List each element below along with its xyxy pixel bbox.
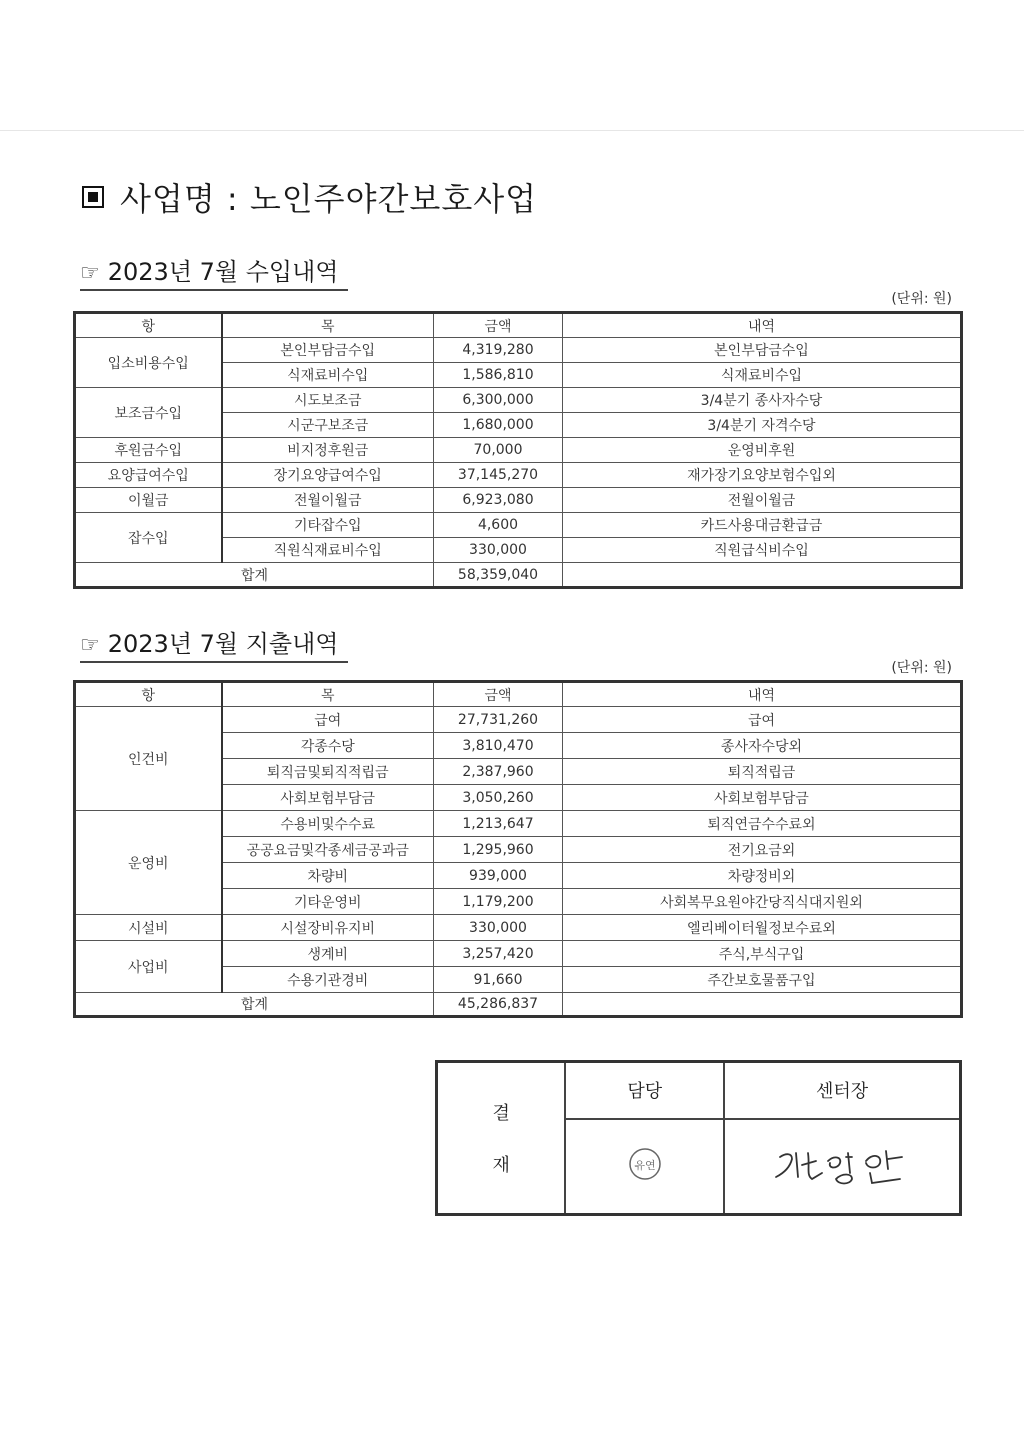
total-amount: 45,286,837 bbox=[434, 993, 563, 1017]
page-title bbox=[82, 174, 537, 220]
table-row bbox=[75, 388, 962, 413]
detail-cell: 3/4분기 종사자수당 bbox=[563, 388, 962, 413]
pointing-hand-icon: ☞ bbox=[80, 633, 100, 658]
approval-col-director: 센터장 bbox=[724, 1062, 960, 1119]
detail-cell: 재가장기요양보험수입외 bbox=[563, 463, 962, 488]
mok-cell: 공공요금및각종세금공과금 bbox=[222, 837, 434, 863]
expense-heading-text: 2023년 7월 지출내역 bbox=[107, 630, 339, 658]
detail-cell: 전기요금외 bbox=[563, 837, 962, 863]
total-detail bbox=[563, 563, 962, 588]
table-row bbox=[75, 915, 962, 941]
stamp-seal-icon bbox=[625, 1144, 665, 1184]
expense-heading bbox=[80, 624, 348, 663]
mok-cell: 기타잡수입 bbox=[222, 513, 434, 538]
amount-cell: 1,213,647 bbox=[434, 811, 563, 837]
detail-cell: 운영비후원 bbox=[563, 438, 962, 463]
amount-cell: 3,257,420 bbox=[434, 941, 563, 967]
income-heading-text: 2023년 7월 수입내역 bbox=[107, 258, 339, 286]
pointing-hand-icon: ☞ bbox=[80, 261, 100, 286]
hang-cell: 보조금수입 bbox=[75, 388, 222, 438]
mok-cell: 차량비 bbox=[222, 863, 434, 889]
header-detail: 내역 bbox=[563, 313, 962, 338]
staff-stamp-cell bbox=[565, 1119, 724, 1215]
detail-cell: 카드사용대금환급금 bbox=[563, 513, 962, 538]
mok-cell: 전월이월금 bbox=[222, 488, 434, 513]
detail-cell: 직원급식비수입 bbox=[563, 538, 962, 563]
detail-cell: 본인부담금수입 bbox=[563, 338, 962, 363]
director-signature bbox=[762, 1139, 922, 1189]
hang-cell: 운영비 bbox=[75, 811, 222, 915]
amount-cell: 6,300,000 bbox=[434, 388, 563, 413]
expense-table bbox=[73, 680, 963, 1018]
detail-cell: 주식,부식구입 bbox=[563, 941, 962, 967]
mok-cell: 비지정후원금 bbox=[222, 438, 434, 463]
approval-label-top: 결 bbox=[492, 1103, 510, 1124]
amount-cell: 330,000 bbox=[434, 538, 563, 563]
detail-cell: 엘리베이터월정보수료외 bbox=[563, 915, 962, 941]
detail-cell: 전월이월금 bbox=[563, 488, 962, 513]
detail-cell: 종사자수당외 bbox=[563, 733, 962, 759]
detail-cell: 사회보험부담금 bbox=[563, 785, 962, 811]
table-row bbox=[75, 707, 962, 733]
stamp-text: 유연 bbox=[634, 1158, 656, 1172]
hang-cell: 잡수입 bbox=[75, 513, 222, 563]
income-heading bbox=[80, 252, 348, 291]
approval-box bbox=[435, 1060, 962, 1216]
detail-cell: 퇴직적립금 bbox=[563, 759, 962, 785]
amount-cell: 1,586,810 bbox=[434, 363, 563, 388]
detail-cell: 급여 bbox=[563, 707, 962, 733]
detail-cell: 사회복무요원야간당직식대지원외 bbox=[563, 889, 962, 915]
square-bullet-icon bbox=[82, 186, 104, 208]
hang-cell: 이월금 bbox=[75, 488, 222, 513]
amount-cell: 2,387,960 bbox=[434, 759, 563, 785]
mok-cell: 시도보조금 bbox=[222, 388, 434, 413]
mok-cell: 생계비 bbox=[222, 941, 434, 967]
total-detail bbox=[563, 993, 962, 1017]
total-row bbox=[75, 563, 962, 588]
table-row bbox=[75, 338, 962, 363]
approval-label bbox=[437, 1062, 566, 1215]
header-hang: 항 bbox=[75, 682, 222, 707]
mok-cell: 시군구보조금 bbox=[222, 413, 434, 438]
total-label: 합계 bbox=[75, 563, 434, 588]
hang-cell: 시설비 bbox=[75, 915, 222, 941]
mok-cell: 식재료비수입 bbox=[222, 363, 434, 388]
detail-cell: 3/4분기 자격수당 bbox=[563, 413, 962, 438]
hang-cell: 요양급여수입 bbox=[75, 463, 222, 488]
table-row bbox=[75, 811, 962, 837]
mok-cell: 직원식재료비수입 bbox=[222, 538, 434, 563]
mok-cell: 각종수당 bbox=[222, 733, 434, 759]
detail-cell: 퇴직연금수수료외 bbox=[563, 811, 962, 837]
amount-cell: 37,145,270 bbox=[434, 463, 563, 488]
amount-cell: 27,731,260 bbox=[434, 707, 563, 733]
income-table bbox=[73, 311, 963, 589]
income-header-row bbox=[75, 313, 962, 338]
approval-label-bottom: 재 bbox=[492, 1155, 510, 1176]
amount-cell: 330,000 bbox=[434, 915, 563, 941]
amount-cell: 4,319,280 bbox=[434, 338, 563, 363]
approval-col-staff: 담당 bbox=[565, 1062, 724, 1119]
table-row bbox=[75, 438, 962, 463]
mok-cell: 수용비및수수료 bbox=[222, 811, 434, 837]
mok-cell: 수용기관경비 bbox=[222, 967, 434, 993]
mok-cell: 장기요양급여수입 bbox=[222, 463, 434, 488]
header-amount: 금액 bbox=[434, 682, 563, 707]
mok-cell: 본인부담금수입 bbox=[222, 338, 434, 363]
mok-cell: 급여 bbox=[222, 707, 434, 733]
header-hang: 항 bbox=[75, 313, 222, 338]
amount-cell: 1,680,000 bbox=[434, 413, 563, 438]
detail-cell: 주간보호물품구입 bbox=[563, 967, 962, 993]
hang-cell: 후원금수입 bbox=[75, 438, 222, 463]
detail-cell: 식재료비수입 bbox=[563, 363, 962, 388]
amount-cell: 1,179,200 bbox=[434, 889, 563, 915]
mok-cell: 기타운영비 bbox=[222, 889, 434, 915]
amount-cell: 3,810,470 bbox=[434, 733, 563, 759]
header-mok: 목 bbox=[222, 313, 434, 338]
hang-cell: 인건비 bbox=[75, 707, 222, 811]
amount-cell: 70,000 bbox=[434, 438, 563, 463]
amount-cell: 91,660 bbox=[434, 967, 563, 993]
header-amount: 금액 bbox=[434, 313, 563, 338]
page-title-text: 사업명 : 노인주야간보호사업 bbox=[120, 180, 538, 218]
expense-unit: (단위: 원) bbox=[891, 660, 952, 676]
total-amount: 58,359,040 bbox=[434, 563, 563, 588]
mok-cell: 퇴직금및퇴직적립금 bbox=[222, 759, 434, 785]
total-label: 합계 bbox=[75, 993, 434, 1017]
header-detail: 내역 bbox=[563, 682, 962, 707]
table-row bbox=[75, 513, 962, 538]
detail-cell: 차량정비외 bbox=[563, 863, 962, 889]
amount-cell: 3,050,260 bbox=[434, 785, 563, 811]
hang-cell: 입소비용수입 bbox=[75, 338, 222, 388]
amount-cell: 4,600 bbox=[434, 513, 563, 538]
mok-cell: 시설장비유지비 bbox=[222, 915, 434, 941]
expense-header-row bbox=[75, 682, 962, 707]
mok-cell: 사회보험부담금 bbox=[222, 785, 434, 811]
table-row bbox=[75, 463, 962, 488]
total-row bbox=[75, 993, 962, 1017]
amount-cell: 1,295,960 bbox=[434, 837, 563, 863]
income-unit: (단위: 원) bbox=[891, 291, 952, 307]
header-mok: 목 bbox=[222, 682, 434, 707]
hang-cell: 사업비 bbox=[75, 941, 222, 993]
page-top-divider bbox=[0, 130, 1024, 131]
table-row bbox=[75, 488, 962, 513]
table-row bbox=[75, 941, 962, 967]
director-signature-cell bbox=[724, 1119, 960, 1215]
amount-cell: 6,923,080 bbox=[434, 488, 563, 513]
amount-cell: 939,000 bbox=[434, 863, 563, 889]
